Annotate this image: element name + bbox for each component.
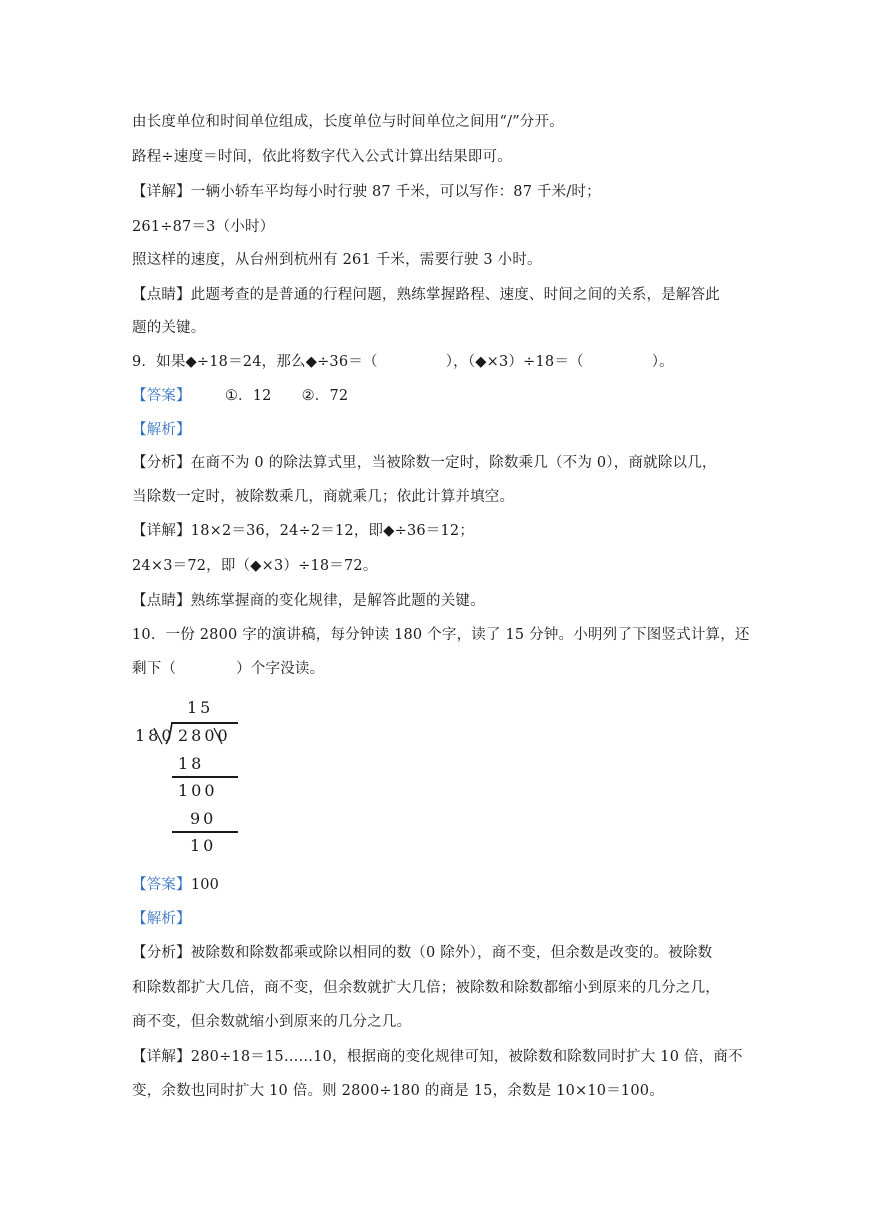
answer-10 [132,875,219,895]
text-line: 【详解】280÷18＝15……10，根据商的变化规律可知，被除数和除数同时扩大 10 倍，商不 [132,1049,743,1065]
answer-value: ①．12 [224,388,272,404]
text-line: 【详解】18×2＝36，24÷2＝12，即◆÷36＝12； [132,523,475,539]
question-text: 剩下（ [132,661,177,677]
text-line: 商不变，但余数就缩小到原来的几分之几。 [132,1014,412,1030]
question-10-line2 [132,659,324,679]
question-text: ），（◆×3）÷18＝（ [445,354,584,370]
divisor: 180 [135,726,175,745]
subtraction-bar [172,776,238,778]
partial-remainder: 100 [178,781,218,800]
text-line: 【详解】一辆小轿车平均每小时行驶 87 千米，可以写作：87 千米/时； [132,184,601,200]
subtraction-bar [172,831,238,833]
text-line: 【分析】被除数和除数都乘或除以相同的数（0 除外），商不变，但余数是改变的。被除数 [132,945,713,961]
long-division-figure [132,690,262,870]
text-line: 当除数一定时，被除数乘几，商就乘几；依此计算并填空。 [132,489,515,505]
question-text: 9．如果◆÷18＝24，那么◆÷36＝（ [132,354,378,370]
product-step-2: 90 [190,809,217,828]
text-line: 路程÷速度＝时间，依此将数字代入公式计算出结果即可。 [132,149,512,165]
answer-value: ②．72 [301,388,349,404]
question-10-line1: 10．一份 2800 字的演讲稿，每分钟读 180 个字，读了 15 分钟。小明列了下图竖式计算，还 [132,627,750,643]
question-text: ）个字没读。 [236,661,325,677]
text-line: 【点睛】熟练掌握商的变化规律，是解答此题的关键。 [132,593,485,609]
text-line: 【分析】在商不为 0 的除法算式里，当被除数一定时，除数乘几（不为 0），商就除以几， [132,455,717,471]
answer-9 [132,386,348,406]
question-text: ）。 [651,354,674,370]
answer-value: 100 [190,877,220,893]
text-line: 24×3＝72，即（◆×3）÷18＝72。 [132,558,378,574]
remainder: 10 [190,836,217,855]
question-9 [132,352,674,372]
text-line: 【点睛】此题考查的是普通的行程问题，熟练掌握路程、速度、时间之间的关系，是解答此 [132,287,720,303]
text-line: 261÷87＝3（小时） [132,219,275,235]
text-line: 照这样的速度，从台州到杭州有 261 千米，需要行驶 3 小时。 [132,252,542,268]
analysis-label: 【解析】 [132,422,191,438]
text-line: 变，余数也同时扩大 10 倍。则 2800÷180 的商是 15，余数是 10×10＝100。 [132,1083,664,1099]
text-line: 和除数都扩大几倍，商不变，但余数就扩大几倍；被除数和除数都缩小到原来的几分之几， [132,980,720,996]
dividend: 2800 [178,726,231,745]
answer-label: 【答案】 [132,388,191,404]
quotient: 15 [187,698,214,717]
analysis-label: 【解析】 [132,911,191,927]
text-line: 由长度单位和时间单位组成，长度单位与时间单位之间用“/”分开。 [132,114,564,130]
answer-label: 【答案】 [132,877,191,893]
text-line: 题的关键。 [132,320,206,336]
product-step-1: 18 [178,754,205,773]
